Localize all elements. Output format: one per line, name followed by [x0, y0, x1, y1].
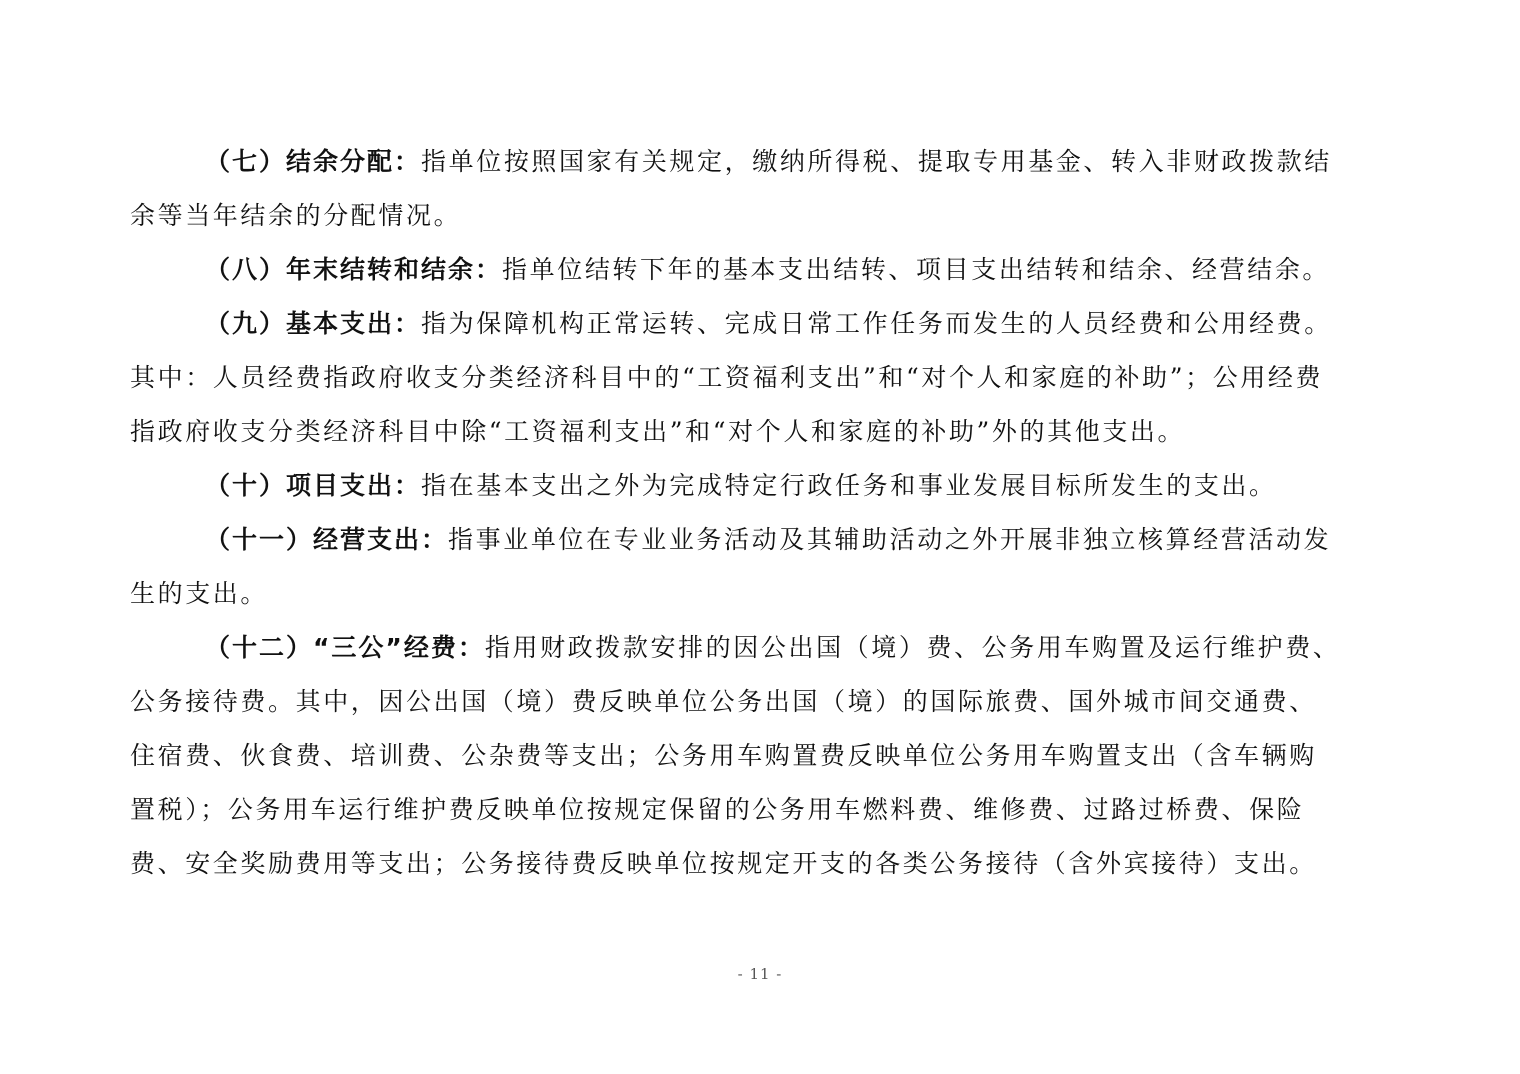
paragraph-11-text: 指事业单位在专业业务活动及其辅助活动之外开展非独立核算经营活动发	[448, 525, 1332, 554]
paragraph-7-line-1	[205, 142, 1505, 182]
paragraph-9-line-3: 指政府收支分类经济科目中除“工资福利支出”和“对个人和家庭的补助”外的其他支出。	[130, 417, 1186, 446]
paragraph-8-text: 指单位结转下年的基本支出结转、项目支出结转和结余、经营结余。	[502, 255, 1331, 284]
paragraph-11-line-2: 生的支出。	[130, 579, 269, 608]
paragraph-9-line-2: 其中：人员经费指政府收支分类经济科目中的“工资福利支出”和“对个人和家庭的补助”；公用经费	[130, 363, 1324, 392]
paragraph-12-line-3: 住宿费、伙食费、培训费、公杂费等支出；公务用车购置费反映单位公务用车购置支出（含车辆购	[130, 741, 1317, 770]
paragraph-12-line-2: 公务接待费。其中，因公出国（境）费反映单位公务出国（境）的国际旅费、国外城市间交通费、	[130, 687, 1317, 716]
paragraph-7-text: 指单位按照国家有关规定，缴纳所得税、提取专用基金、转入非财政拨款结	[421, 147, 1332, 176]
paragraph-10-line-1	[205, 466, 1505, 506]
paragraph-10-text: 指在基本支出之外为完成特定行政任务和事业发展目标所发生的支出。	[421, 471, 1277, 500]
paragraph-12-text: 指用财政拨款安排的因公出国（境）费、公务用车购置及运行维护费、	[484, 633, 1341, 662]
paragraph-9-line-1	[205, 304, 1505, 344]
paragraph-12-line-5: 费、安全奖励费用等支出；公务接待费反映单位按规定开支的各类公务接待（含外宾接待）支出。	[130, 849, 1317, 878]
paragraph-12-line-4: 置税）；公务用车运行维护费反映单位按规定保留的公务用车燃料费、维修费、过路过桥费、保险	[130, 795, 1305, 824]
paragraph-12-line-1	[205, 628, 1505, 668]
paragraph-11-line-1	[205, 520, 1505, 560]
page-number: - 11 -	[737, 965, 783, 983]
paragraph-7-line-2: 余等当年结余的分配情况。	[130, 201, 462, 230]
paragraph-9-heading: （九）基本支出：	[205, 309, 422, 338]
paragraph-8-line-1	[205, 250, 1505, 290]
paragraph-8-heading: （八）年末结转和结余：	[205, 255, 503, 284]
paragraph-7-heading: （七）结余分配：	[205, 147, 422, 176]
paragraph-11-heading: （十一）经营支出：	[205, 525, 449, 554]
paragraph-10-heading: （十）项目支出：	[205, 471, 422, 500]
paragraph-9-text: 指为保障机构正常运转、完成日常工作任务而发生的人员经费和公用经费。	[421, 309, 1332, 338]
paragraph-12-heading: （十二）“三公”经费：	[205, 633, 485, 662]
